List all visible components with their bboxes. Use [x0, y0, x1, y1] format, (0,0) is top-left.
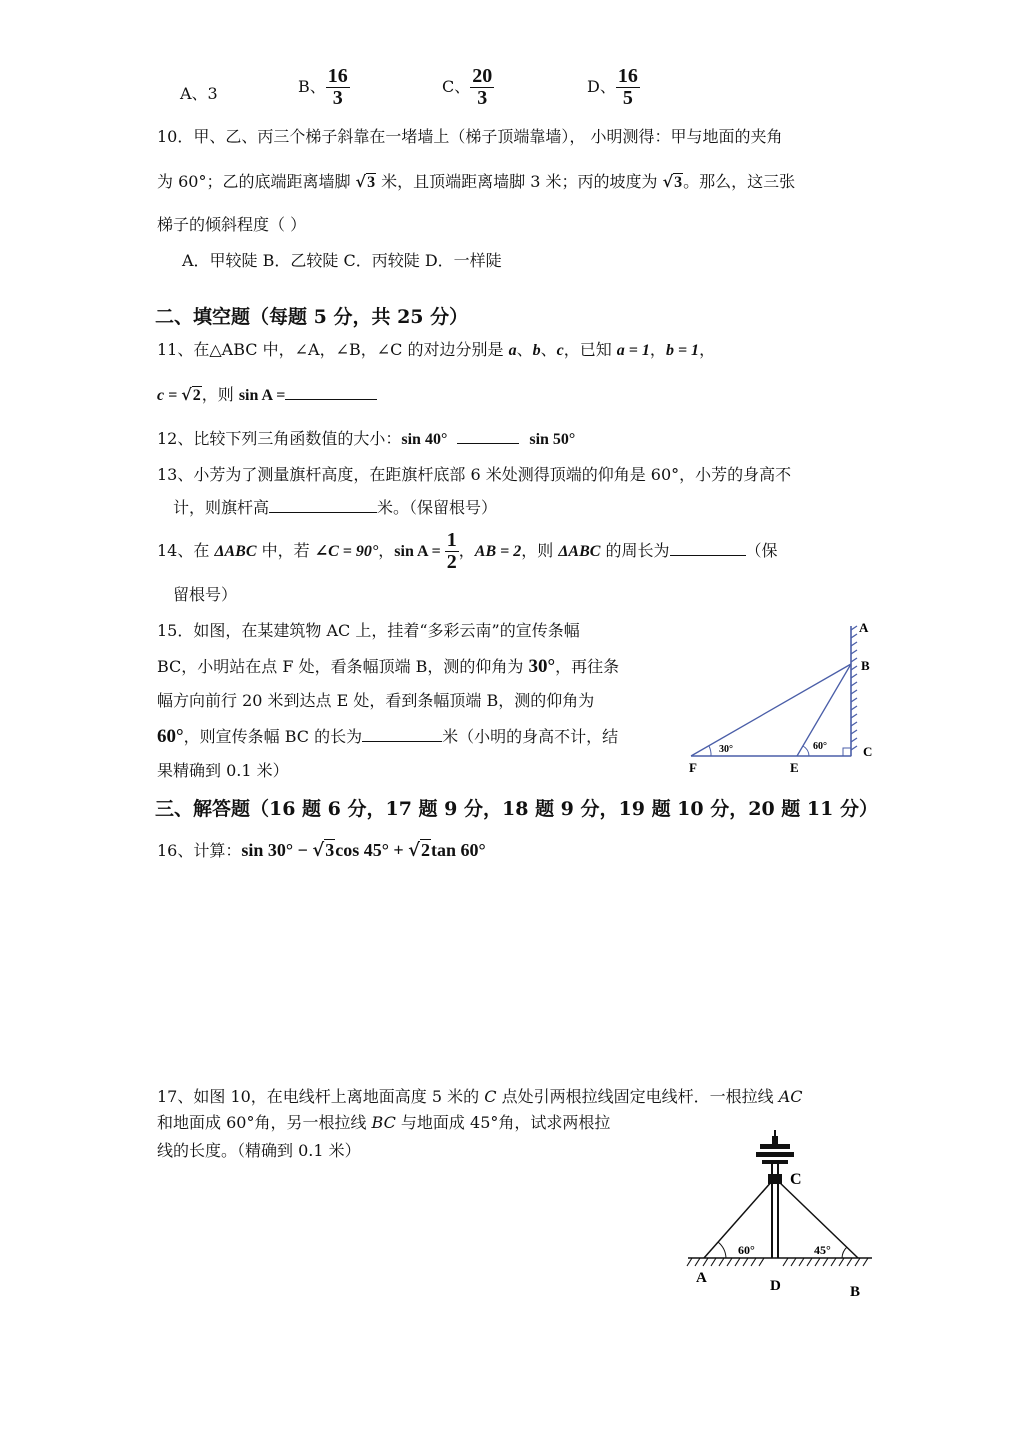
q11-line2: c = √2，则 sin A = — [157, 385, 377, 405]
q12-answer-blank[interactable] — [457, 442, 519, 444]
q16-line: 16、计算：sin 30° − √3cos 45° + √2tan 60° — [157, 840, 486, 861]
q10-line2: 为 60°；乙的底端距离墙脚 √3 米，且顶端距离墙脚 3 米；丙的坡度为 √3。那么，这三张 — [157, 172, 796, 191]
q15-line3: 幅方向前行 20 米到达点 E 处，看到条幅顶端 B，测的仰角为 — [157, 691, 595, 710]
q15-line2: BC，小明站在点 F 处，看条幅顶端 B，测的仰角为 30°，再往条 — [157, 656, 620, 677]
section-2-title: 二、填空题（每题 5 分，共 25 分） — [155, 306, 469, 328]
label-point-e: E — [790, 760, 799, 775]
label-angle-30: 30° — [719, 744, 733, 755]
q17-figure — [682, 1130, 882, 1305]
q14-line2: 留根号） — [173, 585, 238, 604]
q11-line1: 11、在△ABC 中，∠A，∠B，∠C 的对边分别是 a、b、c，已知 a = 1，b = 1， — [157, 340, 716, 359]
wall-hatching — [851, 626, 857, 750]
q17-line3: 线的长度。（精确到 0.1 米） — [157, 1141, 361, 1160]
q9-option-b: B、 $\frac{16}{3}$ — [298, 65, 348, 109]
q10-line1: 10．甲、乙、丙三个梯子斜靠在一堵墙上（梯子顶端靠墙）， 小明测得：甲与地面的夹角 — [157, 127, 783, 146]
q10-line3: 梯子的倾斜程度（ ） — [157, 215, 307, 234]
label-angle-60-2: 60° — [738, 1243, 755, 1257]
angle-arc-b — [842, 1247, 847, 1258]
q14-answer-blank[interactable] — [670, 554, 746, 556]
q17-line1: 17、如图 10，在电线杆上离地面高度 5 米的 C 点处引两根拉线固定电线杆．一根拉线 AC — [157, 1087, 803, 1106]
q13-answer-blank[interactable] — [269, 511, 377, 513]
q13-line1: 13、小芳为了测量旗杆高度，在距旗杆底部 6 米处测得顶端的仰角是 60°，小芳的身高不 — [157, 465, 792, 484]
q15-line1: 15．如图，在某建筑物 AC 上，挂着“多彩云南”的宣传条幅 — [157, 621, 580, 640]
q12-line: 12、比较下列三角函数值的大小：sin 40° sin 50° — [157, 429, 576, 448]
ground-hatching — [687, 1258, 868, 1266]
q9-option-c: C、 $\frac{20}{3}$ — [442, 65, 493, 109]
q15-figure — [685, 618, 885, 778]
q9-option-d: D、 $\frac{16}{5}$ — [587, 65, 638, 109]
label-point-b: B — [861, 658, 870, 673]
q11-answer-blank[interactable] — [285, 398, 377, 400]
right-angle-mark — [843, 748, 851, 756]
q10-options: A．甲较陡 B．乙较陡 C．丙较陡 D．一样陡 — [182, 251, 502, 270]
line-fb — [691, 664, 851, 756]
label-point-a-2: A — [696, 1270, 707, 1286]
pole-crossarm — [756, 1130, 794, 1164]
q14-line1: 14、在 ΔABC 中，若 ∠C = 90°，sin A = $\frac{1}{2}$ ，AB = 2，则 ΔABC 的周长为 （保 — [157, 529, 778, 573]
q15-answer-blank[interactable] — [362, 740, 442, 742]
label-angle-45: 45° — [814, 1243, 831, 1257]
angle-arc-a — [718, 1242, 726, 1258]
q15-line5: 果精确到 0.1 米） — [157, 761, 289, 780]
label-point-c: C — [863, 744, 873, 759]
q17-line2: 和地面成 60°角，另一根拉线 BC 与地面成 45°角，试求两根拉 — [157, 1113, 611, 1132]
label-angle-60: 60° — [813, 741, 827, 752]
label-point-f: F — [689, 760, 697, 775]
angle-arc-f — [709, 746, 711, 756]
q15-line4: 60°，则宣传条幅 BC 的长为 米（小明的身高不计，结 — [157, 726, 619, 747]
q9-option-a: A、3 — [180, 84, 218, 103]
label-point-a: A — [859, 620, 869, 635]
label-point-d: D — [770, 1278, 781, 1294]
angle-arc-e — [803, 746, 809, 756]
label-point-b-2: B — [850, 1284, 861, 1300]
label-point-c-2: C — [790, 1171, 802, 1188]
q13-line2: 计，则旗杆高 米。（保留根号） — [173, 498, 498, 517]
section-3-title: 三、解答题（16 题 6 分，17 题 9 分，18 题 9 分，19 题 10 分，20 题 11 分） — [155, 798, 878, 820]
